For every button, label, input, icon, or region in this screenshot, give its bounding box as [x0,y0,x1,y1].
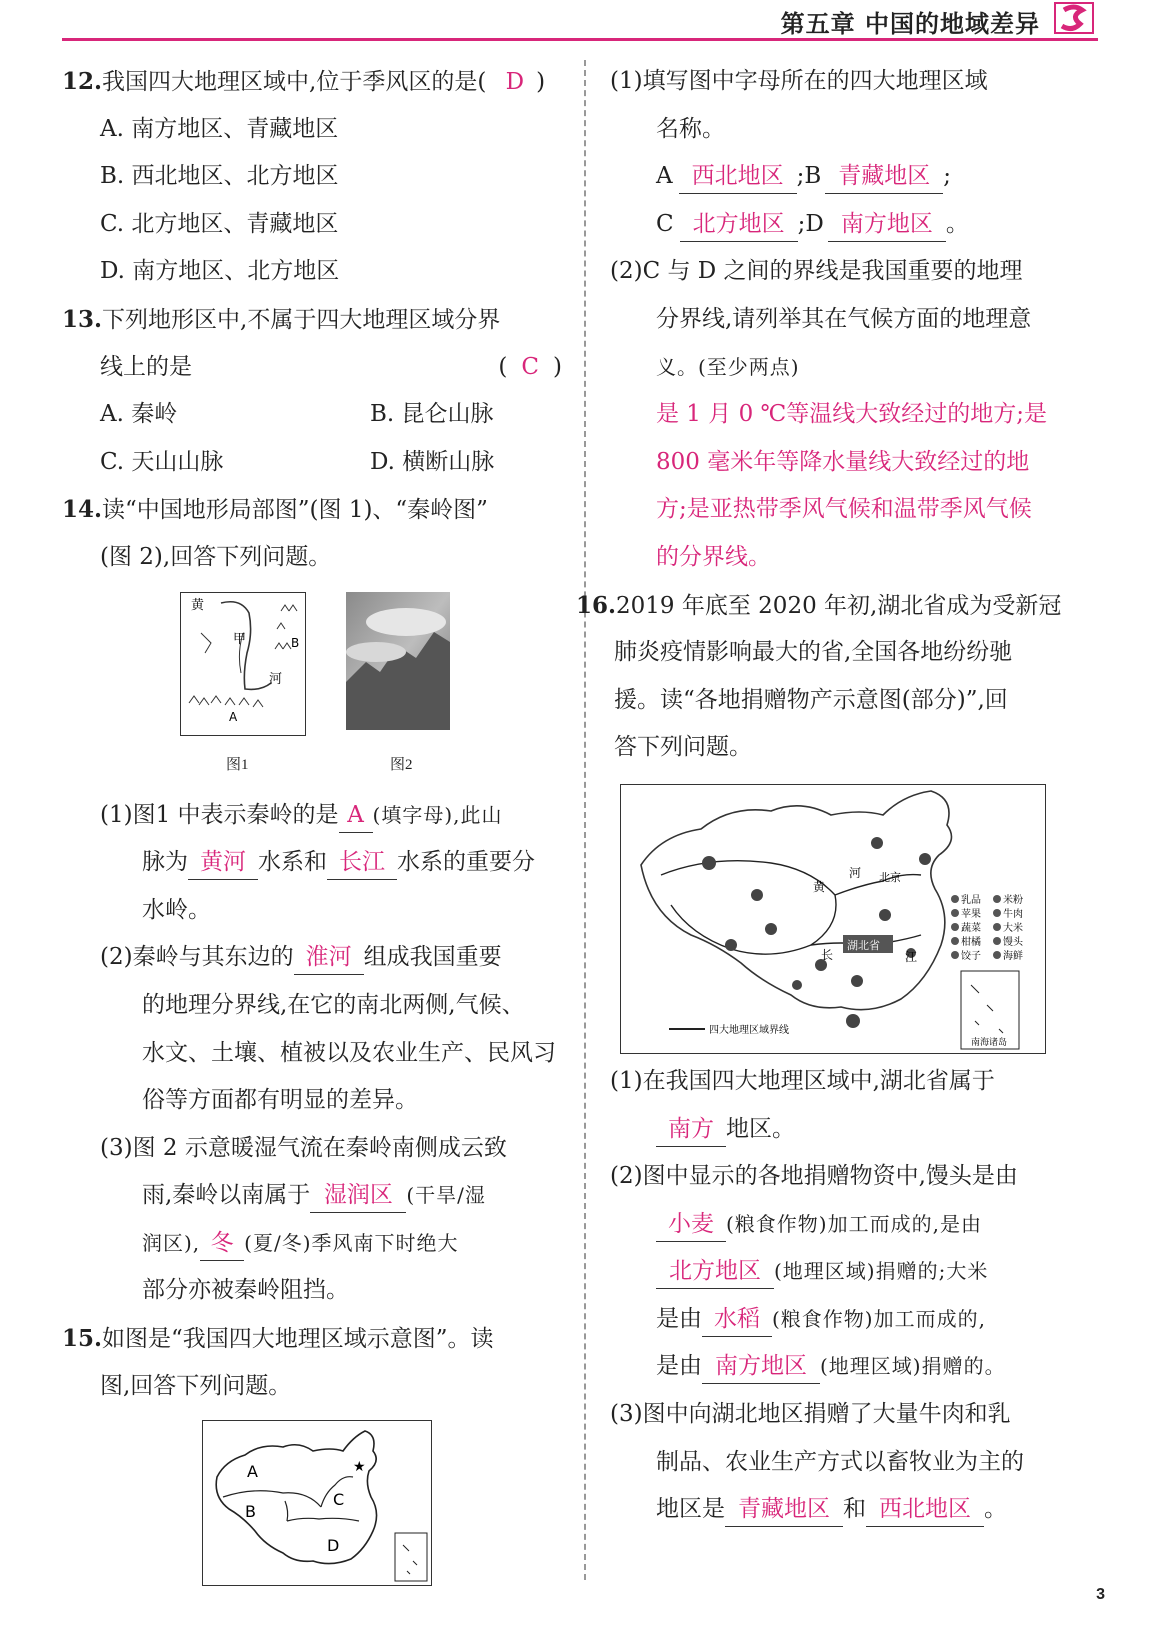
q14-part3-cont2: 润区), 冬 (夏/冬)季风南下时绝大 [62,1220,562,1268]
q13-option: C. 天山山脉 [100,448,224,475]
svg-text:A: A [247,1462,258,1482]
q15-stem: 15.如图是“我国四大地理区域示意图”。读 [62,1325,494,1353]
q16-figure [610,772,1110,1058]
answer-blank: 南方 [656,1112,726,1147]
q14-part3: (3)图 2 示意暖湿气流在秦岭南侧成云致 [100,1134,507,1161]
svg-text:B: B [245,1502,256,1522]
q13-stem: 13.下列地形区中,不属于四大地理区域分界 [62,305,501,333]
q15-part1: (1)填写图中字母所在的四大地理区域 [610,68,988,94]
svg-text:海鲜: 海鲜 [1003,950,1023,962]
q14-part2-line: 俗等方面都有明显的差异。 [142,1087,418,1114]
q14-part2-line: 水文、土壤、植被以及农业生产、民风习 [142,1039,556,1066]
q13-options-row [62,391,562,439]
q15-part2: (2)C 与 D 之间的界线是我国重要的地理 [610,258,1023,285]
page-number: 3 [1096,1586,1105,1603]
q16-part1: (1)在我国四大地理区域中,湖北省属于 [610,1067,995,1094]
svg-text:苹果: 苹果 [961,908,981,920]
q15-part2-line: 分界线,请列举其在气候方面的地理意 [656,305,1032,332]
answer-blank: 西北地区 [866,1492,984,1527]
q15-part2-answer: 的分界线。 [656,543,771,570]
q16-part2-cont: 小麦 (粮食作物)加工而成的,是由 [610,1201,1110,1249]
q14-figures [62,582,562,792]
answer-blank: 西北地区 [679,159,797,194]
q14-stem: 14.读“中国地形局部图”(图 1)、“秦岭图” [62,496,488,524]
q15-figure [62,1410,562,1590]
figure-2-qinling-photo [346,592,450,730]
svg-text:★: ★ [353,1459,366,1476]
q16-stem-line: 肺炎疫情影响最大的省,全国各地纷纷驰 [614,639,1013,666]
q14-stem-line2: (图 2),回答下列问题。 [100,543,332,570]
q16-part3-cont: 地区是 青藏地区 和 西北地区 。 [610,1486,1110,1534]
q16-part3: (3)图中向湖北地区捐赠了大量牛肉和乳 [610,1401,1011,1428]
q16-stem: 16.2019 年底至 2020 年初,湖北省成为受新冠 [576,591,1062,619]
q16-stem-line: 答下列问题。 [614,734,752,761]
q12-stem: 12.我国四大地理区域中,位于季风区的是( D ) [62,68,546,95]
svg-text:四大地理区域界线: 四大地理区域界线 [709,1024,789,1036]
answer-blank: 淮河 [294,940,364,975]
answer-blank: 湿润区 [310,1178,406,1213]
q16-stem-line: 援。读“各地捐赠物产示意图(部分)”,回 [614,686,1008,713]
q13-option: A. 秦岭 [100,401,178,428]
q16-part2-cont: 是由 南方地区 (地理区域)捐赠的。 [610,1343,1110,1391]
svg-text:馒头: 馒头 [1003,936,1023,948]
answer-blank: 冬 [200,1226,244,1261]
svg-text:B: B [291,635,300,650]
q15-part1-ab: A 西北地区 ;B 青藏地区 ; [610,153,1110,201]
q13-stem-line2: 线上的是 ( C ) [100,353,562,380]
svg-text:江: 江 [905,949,918,964]
q13-options-row [62,439,562,487]
q12-option: B. 西北地区、北方地区 [100,163,339,190]
q12-answer: D [505,69,525,95]
answer-blank: 青藏地区 [825,159,943,194]
q13-option: B. 昆仑山脉 [370,401,494,428]
q16-part2-cont: 是由 水稻 (粮食作物)加工而成的, [610,1296,1110,1344]
svg-text:黄: 黄 [813,879,826,894]
answer-blank: 长江 [327,845,397,880]
answer-blank: 黄河 [188,845,258,880]
publisher-logo-icon [1054,2,1094,34]
right-column [576,58,1110,1534]
q16-part3-cont: 制品、农业生产方式以畜牧业为主的 [656,1448,1024,1475]
q15-part2-line: 义。(至少两点) [656,354,800,379]
svg-text:南海诸岛: 南海诸岛 [971,1037,1008,1048]
q13-option: D. 横断山脉 [370,448,495,475]
q14-part2: (2)秦岭与其东边的 淮河 组成我国重要 [62,934,562,982]
svg-text:大米: 大米 [1003,922,1023,934]
svg-text:湖北省: 湖北省 [847,938,880,952]
q16-part2-cont: 北方地区 (地理区域)捐赠的;大米 [610,1248,1110,1296]
q14-part1: (1)图1 中表示秦岭的是 A (填字母),此山 [62,792,562,840]
answer-blank: 小麦 [656,1207,726,1242]
q14-part1-end: 水岭。 [142,896,211,923]
svg-text:河: 河 [269,671,283,687]
answer-blank: 南方地区 [828,207,946,242]
answer-blank: 青藏地区 [725,1492,843,1527]
svg-text:甲: 甲 [233,631,247,647]
q16-part1-cont: 南方 地区。 [610,1106,1110,1154]
four-regions-map [202,1420,432,1586]
figure-2-caption: 图2 [390,756,413,773]
q14-part2-line: 的地理分界线,在它的南北两侧,气候、 [142,991,525,1018]
q15-part1-line2: 名称。 [656,115,725,142]
svg-text:柑橘: 柑橘 [961,936,981,948]
answer-blank: A [339,798,373,833]
svg-text:长: 长 [821,947,834,962]
column-divider [584,60,586,1580]
left-column [62,58,562,1590]
svg-text:A: A [229,709,238,724]
answer-blank: 北方地区 [656,1254,774,1289]
q14-part3-cont: 雨,秦岭以南属于 湿润区 (干旱/湿 [62,1172,562,1220]
donation-map [620,784,1046,1054]
answer-blank: 南方地区 [702,1349,820,1384]
chapter-title: 第五章 中国的地域差异 [780,10,1040,38]
svg-text:D: D [327,1536,340,1556]
q12-option: D. 南方地区、北方地区 [100,258,340,285]
answer-blank: 北方地区 [680,207,798,242]
svg-text:饺子: 饺子 [961,950,981,962]
q13-answer: C [521,353,540,380]
svg-text:河: 河 [849,865,862,880]
q15-part2-answer: 800 毫米年等降水量线大致经过的地 [656,448,1030,475]
q15-stem-line2: 图,回答下列问题。 [100,1372,292,1399]
figure-1-terrain-map [180,592,306,736]
svg-text:乳品: 乳品 [961,894,981,906]
q16-part2: (2)图中显示的各地捐赠物资中,馒头是由 [610,1163,1018,1190]
q15-part2-answer: 方;是亚热带季风气候和温带季风气候 [656,496,1032,523]
q14-part1-cont: 脉为 黄河 水系和 长江 水系的重要分 [62,839,562,887]
figure-1-caption: 图1 [226,756,249,773]
svg-text:蔬菜: 蔬菜 [961,922,981,934]
q15-part2-answer: 是 1 月 0 ℃等温线大致经过的地方;是 [656,401,1047,428]
svg-text:牛肉: 牛肉 [1003,908,1023,920]
q12-option: A. 南方地区、青藏地区 [100,115,339,142]
q15-part1-cd: C 北方地区 ;D 南方地区 。 [610,201,1110,249]
q14-part3-end: 部分亦被秦岭阻挡。 [142,1277,349,1304]
svg-text:北京: 北京 [879,870,901,884]
answer-blank: 水稻 [702,1302,772,1337]
svg-text:C: C [333,1490,345,1510]
page-header [62,0,1098,41]
q12-option: C. 北方地区、青藏地区 [100,210,339,237]
svg-text:米粉: 米粉 [1003,894,1023,906]
svg-text:黄: 黄 [191,597,205,613]
